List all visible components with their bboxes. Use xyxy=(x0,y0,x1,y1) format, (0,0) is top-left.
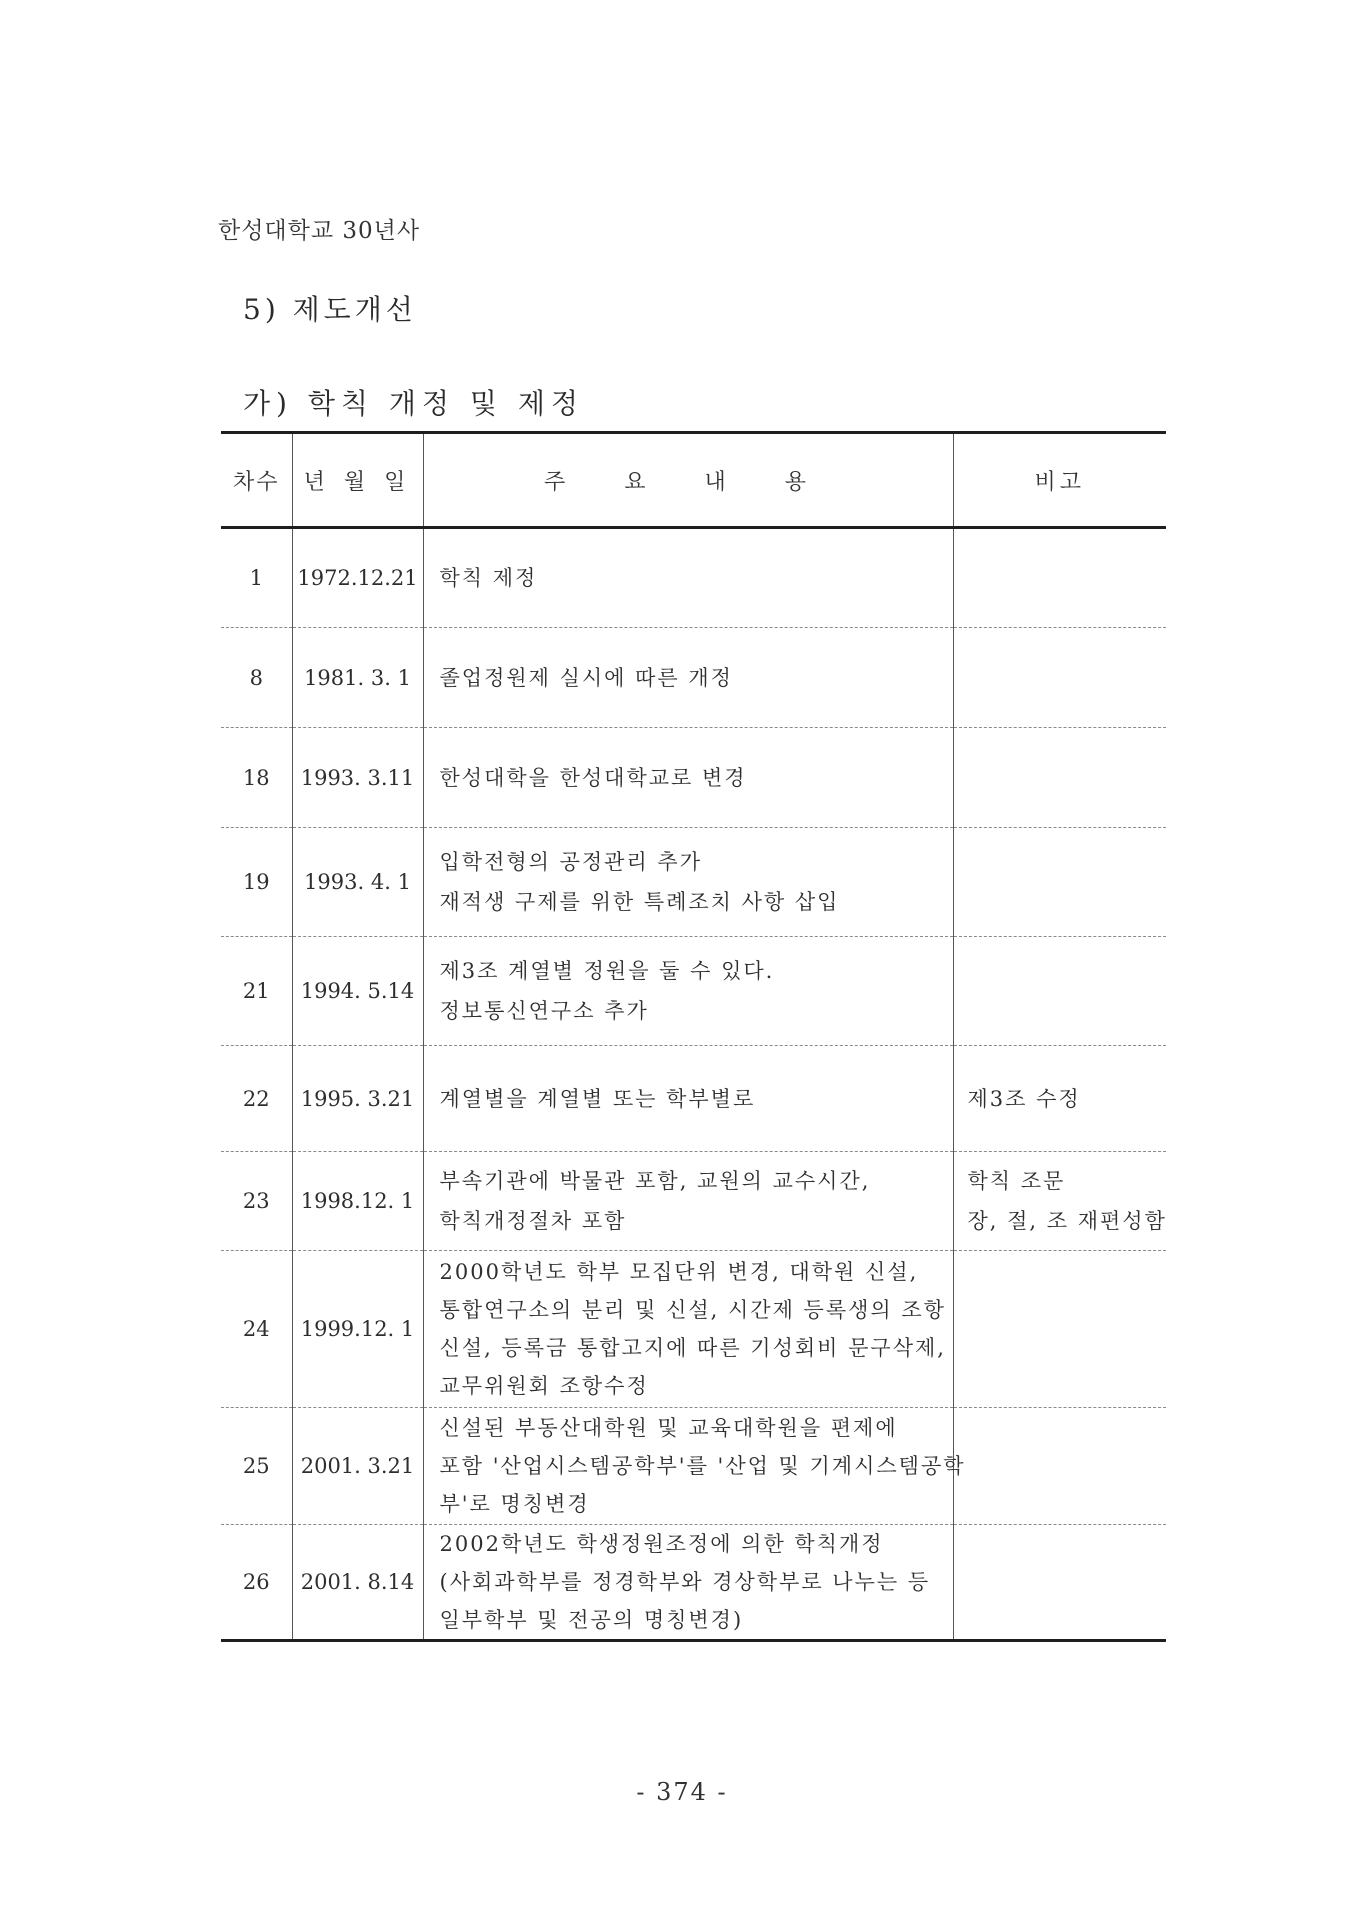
revision-content-line: 학칙 제정 xyxy=(439,566,538,590)
revision-content xyxy=(423,728,953,828)
page-number: - 374 - xyxy=(636,1778,728,1806)
revision-number: 23 xyxy=(221,1152,292,1251)
revision-number: 24 xyxy=(221,1251,292,1408)
revision-content-line: 부'로 명칭변경 xyxy=(439,1492,590,1516)
revision-content-line: (사회과학부를 정경학부와 경상학부로 나누는 등 xyxy=(439,1570,931,1594)
revision-note xyxy=(953,628,1166,728)
revision-content xyxy=(423,628,953,728)
revision-note xyxy=(953,1046,1166,1152)
revision-date: 1972.12.21 xyxy=(292,528,423,628)
revision-date: 1993. 3.11 xyxy=(292,728,423,828)
table-row xyxy=(221,1525,1166,1641)
table-row xyxy=(221,1046,1166,1152)
revision-content-line: 포함 '산업시스템공학부'를 '산업 및 기계시스템공학 xyxy=(439,1454,966,1478)
revision-content-line: 재적생 구제를 위한 특례조치 사항 삽입 xyxy=(439,890,840,914)
revision-note xyxy=(953,937,1166,1046)
revision-date: 1998.12. 1 xyxy=(292,1152,423,1251)
revision-content xyxy=(423,1152,953,1251)
table-row xyxy=(221,728,1166,828)
revision-date: 1981. 3. 1 xyxy=(292,628,423,728)
revision-content-line: 교무위원회 조항수정 xyxy=(439,1374,649,1398)
revision-date: 2001. 8.14 xyxy=(292,1525,423,1641)
revision-content-line: 한성대학을 한성대학교로 변경 xyxy=(439,765,747,790)
table-row xyxy=(221,528,1166,628)
column-header-number: 차수 xyxy=(221,433,292,528)
revision-date: 1995. 3.21 xyxy=(292,1046,423,1152)
revision-content-line: 정보통신연구소 추가 xyxy=(439,999,649,1023)
revision-content-line: 부속기관에 박물관 포함, 교원의 교수시간, xyxy=(439,1169,871,1193)
table-row xyxy=(221,1152,1166,1251)
revision-content-line: 제3조 계열별 정원을 둘 수 있다. xyxy=(439,959,775,983)
revision-note-line: 제3조 수정 xyxy=(967,1086,1081,1111)
revision-content xyxy=(423,937,953,1046)
table-body xyxy=(221,528,1166,1641)
revision-note xyxy=(953,1525,1166,1641)
revision-number: 18 xyxy=(221,728,292,828)
table-row xyxy=(221,1408,1166,1525)
revision-content-line: 신설된 부동산대학원 및 교육대학원을 편제에 xyxy=(439,1416,898,1440)
table-row xyxy=(221,628,1166,728)
revision-number: 8 xyxy=(221,628,292,728)
revision-content-line: 통합연구소의 분리 및 신설, 시간제 등록생의 조항 xyxy=(439,1298,946,1322)
revision-date: 1994. 5.14 xyxy=(292,937,423,1046)
revision-content xyxy=(423,1408,966,1525)
revision-number: 1 xyxy=(249,566,263,590)
subsection-heading: 가) 학칙 개정 및 제정 xyxy=(243,387,584,420)
revision-note xyxy=(953,528,1166,628)
table-row xyxy=(221,828,1166,937)
section-heading: 5) 제도개선 xyxy=(243,293,417,326)
revision-content xyxy=(423,1251,953,1408)
table-header-row xyxy=(221,433,1166,528)
revision-note-line: 장, 절, 조 재편성함 xyxy=(967,1209,1167,1233)
revision-number: 19 xyxy=(221,828,292,937)
revision-content-line: 졸업정원제 실시에 따른 개정 xyxy=(439,665,733,690)
revision-content-line: 신설, 등록금 통합고지에 따른 기성회비 문구삭제, xyxy=(439,1336,946,1360)
revision-content-line: 계열별을 계열별 또는 학부별로 xyxy=(439,1086,756,1111)
column-header-content: 주 요 내 용 xyxy=(423,433,953,528)
revision-date: 1993. 4. 1 xyxy=(292,828,423,937)
column-header-date: 년 월 일 xyxy=(292,433,423,528)
revision-number: 25 xyxy=(221,1408,292,1525)
revision-date: 1999.12. 1 xyxy=(292,1251,423,1408)
running-header: 한성대학교 30년사 xyxy=(218,218,421,244)
revision-content xyxy=(423,528,953,628)
table-row xyxy=(221,1251,1166,1408)
revision-content-line: 입학전형의 공정관리 추가 xyxy=(439,850,702,874)
revision-content xyxy=(423,1525,953,1641)
revision-note xyxy=(953,1251,1166,1408)
revision-note-line: 학칙 조문 xyxy=(967,1169,1066,1193)
revision-content xyxy=(423,828,953,937)
revision-number: 21 xyxy=(221,937,292,1046)
revision-content-line: 2000학년도 학부 모집단위 변경, 대학원 신설, xyxy=(439,1260,919,1284)
revision-note xyxy=(953,728,1166,828)
revision-number: 26 xyxy=(221,1525,292,1641)
revision-number: 22 xyxy=(221,1046,292,1152)
regulation-revision-table xyxy=(221,431,1166,1642)
revision-content xyxy=(423,1046,953,1152)
table-row xyxy=(221,937,1166,1046)
revision-content-line: 2002학년도 학생정원조정에 의한 학칙개정 xyxy=(439,1532,884,1556)
revision-content-line: 학칙개정절차 포함 xyxy=(439,1209,627,1233)
revision-date: 2001. 3.21 xyxy=(292,1408,423,1525)
revision-note xyxy=(953,828,1166,937)
revision-note xyxy=(953,1152,1166,1251)
revision-note xyxy=(953,1408,1166,1525)
column-header-note: 비고 xyxy=(953,433,1166,528)
revision-content-line: 일부학부 및 전공의 명칭변경) xyxy=(439,1608,744,1632)
